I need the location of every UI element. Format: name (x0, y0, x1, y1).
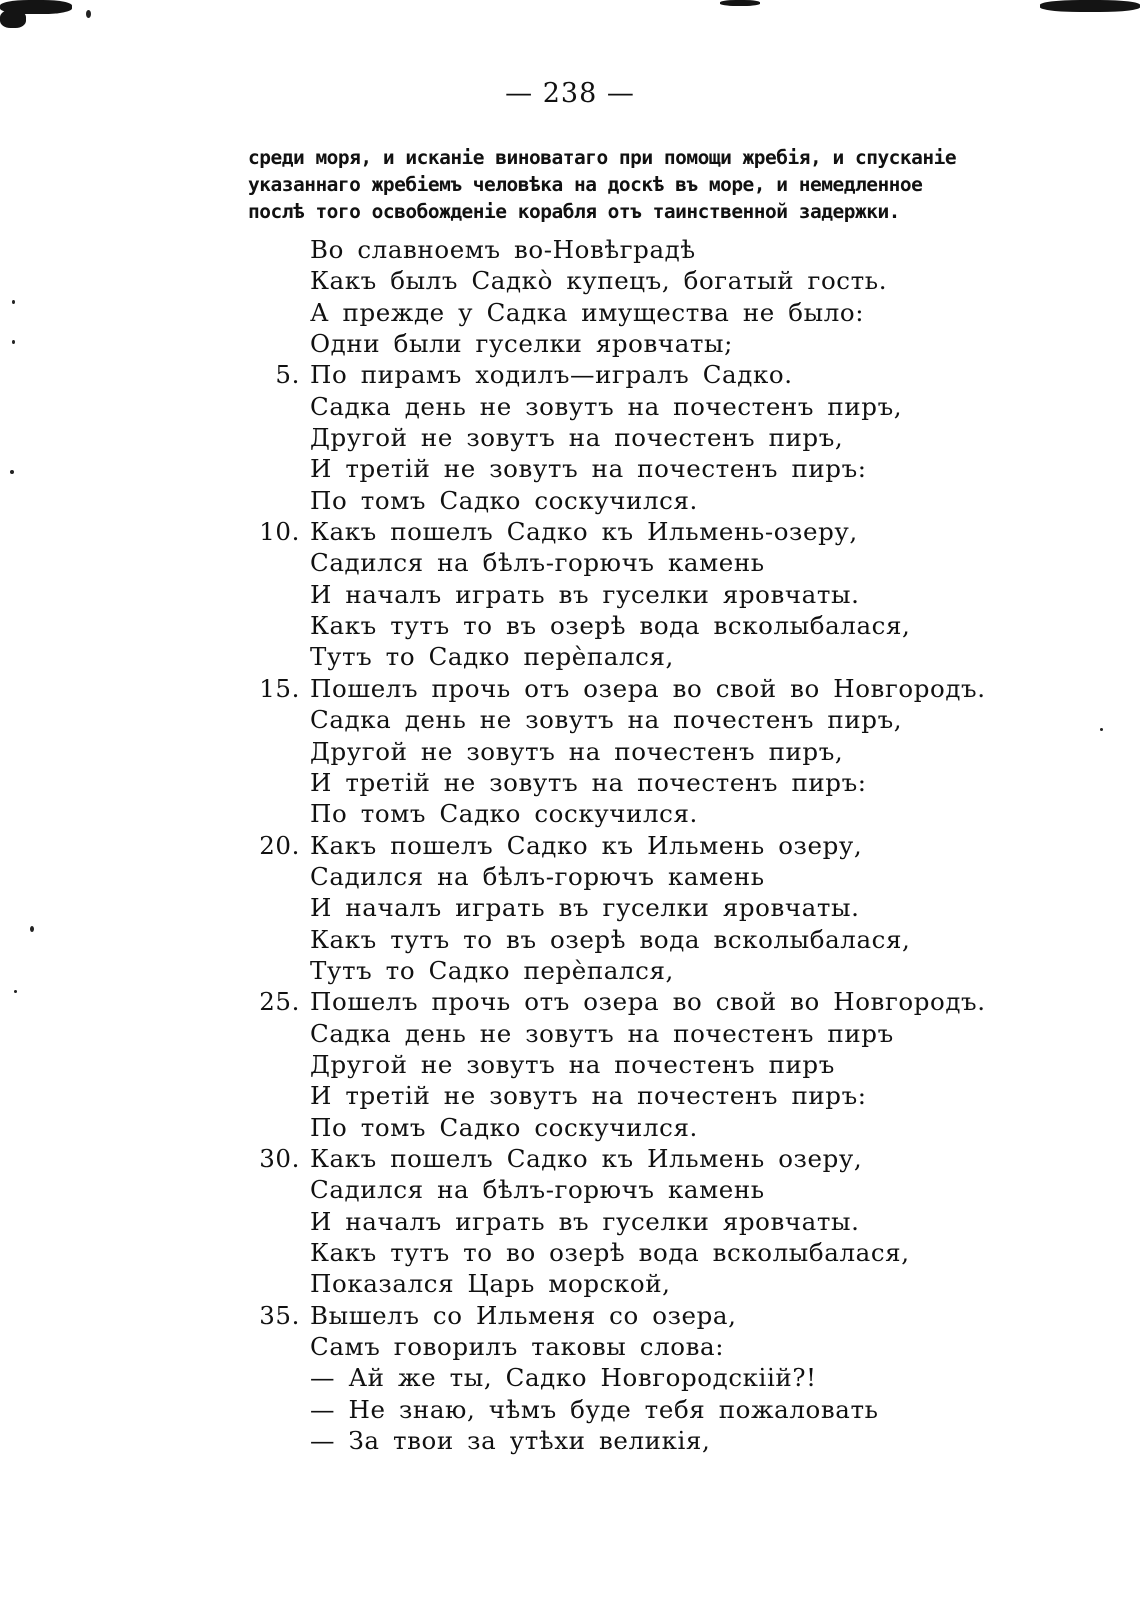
verse-line (250, 265, 970, 296)
verse-line (250, 453, 970, 484)
verse-line (250, 767, 970, 798)
prose-line: послѣ того освобожденіе корабля отъ таинственной задержки. (248, 200, 900, 223)
verse-text: И третій не зовутъ на почестенъ пиръ: (310, 1081, 867, 1111)
verse-text: Садился на бѣлъ-горючъ камень (310, 548, 765, 578)
ink-blot-top-left-tail (0, 10, 26, 28)
verse-line (250, 1425, 970, 1456)
verse-line (250, 641, 970, 672)
verse-text: Садился на бѣлъ-горючъ камень (310, 861, 765, 891)
verse-text: И третій не зовутъ на почестенъ пиръ: (310, 767, 867, 797)
verse-text: И третій не зовутъ на почестенъ пиръ: (310, 454, 867, 484)
verse-text: Какъ пошелъ Садко къ Ильмень озеру, (310, 830, 863, 860)
verse-line (250, 986, 986, 1017)
verse-line (250, 391, 970, 422)
verse-line (250, 1268, 970, 1299)
verse-line (250, 1080, 970, 1111)
speck (12, 340, 15, 344)
verse-text: Во славноемъ во-Новѣградѣ (310, 235, 696, 264)
verse-number: 25. (259, 987, 300, 1017)
verse-text: Другой не зовутъ на почестенъ пиръ, (310, 736, 844, 766)
verse-line (250, 1362, 970, 1393)
verse-text: Одни были гуселки яровчаты; (310, 329, 734, 359)
verse-text: Садка день не зовутъ на почестенъ пиръ, (310, 705, 903, 735)
verse-number: 30. (259, 1143, 300, 1173)
verse-text: Какъ пошелъ Садко къ Ильмень озеру, (310, 1143, 863, 1173)
verse-text: И началъ играть въ гуселки яровчаты. (310, 1206, 860, 1236)
verse-line (250, 1174, 970, 1205)
verse-text: Другой не зовутъ на почестенъ пиръ (310, 1049, 835, 1079)
prose-line: указаннаго жребіемъ человѣка на доскѣ въ море, и немедленное (248, 173, 923, 196)
verse-line (250, 798, 970, 829)
speck (14, 990, 17, 993)
verse-text: По томъ Садко соскучился. (310, 485, 698, 515)
verse-line (250, 297, 970, 328)
verse-line (250, 1300, 970, 1331)
verse-text: Садка день не зовутъ на почестенъ пиръ (310, 1018, 894, 1048)
verse-line (250, 485, 970, 516)
verse-line (250, 610, 970, 641)
verse-text: Садка день не зовутъ на почестенъ пиръ, (310, 391, 903, 421)
verse-text: И началъ играть въ гуселки яровчаты. (310, 893, 860, 923)
verse-line (250, 1394, 970, 1425)
verse-text: Тутъ то Садко перѐпался, (310, 955, 674, 985)
verse-line (250, 1206, 970, 1237)
prose-paragraph (248, 144, 1004, 225)
verse-line (250, 892, 970, 923)
verse-text: Какъ пошелъ Садко къ Ильмень-озеру, (310, 517, 858, 547)
verse-line (250, 234, 970, 265)
verse-line (250, 1331, 970, 1362)
ink-blot-top-center (720, 0, 760, 6)
verse-line (250, 1143, 970, 1174)
verse-line (250, 422, 970, 453)
verse-text: По пирамъ ходилъ—игралъ Садко. (310, 360, 793, 390)
verse-line (250, 579, 970, 610)
verse-line (250, 359, 970, 390)
verse-line (250, 704, 970, 735)
speck (12, 300, 15, 304)
verse-text: По томъ Садко соскучился. (310, 799, 698, 829)
speck (30, 926, 34, 932)
verse-line (250, 830, 970, 861)
verse-line (250, 955, 970, 986)
verse-text: Показался Царь морской, (310, 1269, 671, 1299)
verse-text: Другой не зовутъ на почестенъ пиръ, (310, 423, 844, 453)
prose-line: среди моря, и исканіе виноватаго при помощи жребія, и спусканіе (248, 146, 957, 169)
verse-text: Вышелъ со Ильменя со озера, (310, 1300, 737, 1330)
verse-block (250, 234, 986, 1456)
verse-text: — Не знаю, чѣмъ буде тебя пожаловать (310, 1394, 879, 1424)
verse-line (250, 1018, 970, 1049)
verse-line (250, 516, 970, 547)
verse-line (250, 328, 970, 359)
verse-line (250, 1112, 970, 1143)
verse-line (250, 861, 970, 892)
verse-number: 35. (259, 1300, 300, 1330)
verse-line (250, 736, 970, 767)
verse-text: Самъ говорилъ таковы слова: (310, 1332, 725, 1362)
verse-line (250, 1049, 970, 1080)
verse-text: По томъ Садко соскучился. (310, 1112, 698, 1142)
verse-text: Садился на бѣлъ-горючъ камень (310, 1175, 765, 1205)
verse-line (250, 924, 970, 955)
verse-number: 10. (259, 517, 300, 547)
speck (10, 470, 14, 474)
speck (1100, 728, 1103, 731)
verse-text: Какъ тутъ то въ озерѣ вода всколыбалася, (310, 924, 911, 954)
verse-text: Пошелъ прочь отъ озера во свой во Новгородъ. (310, 673, 986, 703)
verse-number: 15. (259, 673, 300, 703)
verse-text: Какъ тутъ то во озерѣ вода всколыбалася, (310, 1238, 910, 1267)
verse-text: Какъ тутъ то въ озерѣ вода всколыбалася, (310, 611, 911, 641)
verse-text: — За твои за утѣхи великія, (310, 1426, 711, 1456)
verse-text: Пошелъ прочь отъ озера во свой во Новгородъ. (310, 987, 986, 1017)
verse-number: 5. (275, 360, 300, 390)
verse-line (250, 1237, 970, 1268)
verse-text: Какъ былъ Садко̀ купецъ, богатый гость. (310, 266, 888, 296)
verse-text: А прежде у Садка имущества не было: (310, 297, 865, 327)
verse-text: И началъ играть въ гуселки яровчаты. (310, 579, 860, 609)
verse-number: 20. (259, 830, 300, 860)
verse-text: Тутъ то Садко перѐпался, (310, 642, 674, 672)
page-number: — 238 — (505, 78, 635, 109)
verse-line (250, 547, 970, 578)
verse-line (250, 673, 986, 704)
ink-blot-top-right (1040, 0, 1140, 12)
speck (86, 10, 91, 18)
verse-text: — Ай же ты, Садко Новгородскіій?! (310, 1363, 817, 1393)
